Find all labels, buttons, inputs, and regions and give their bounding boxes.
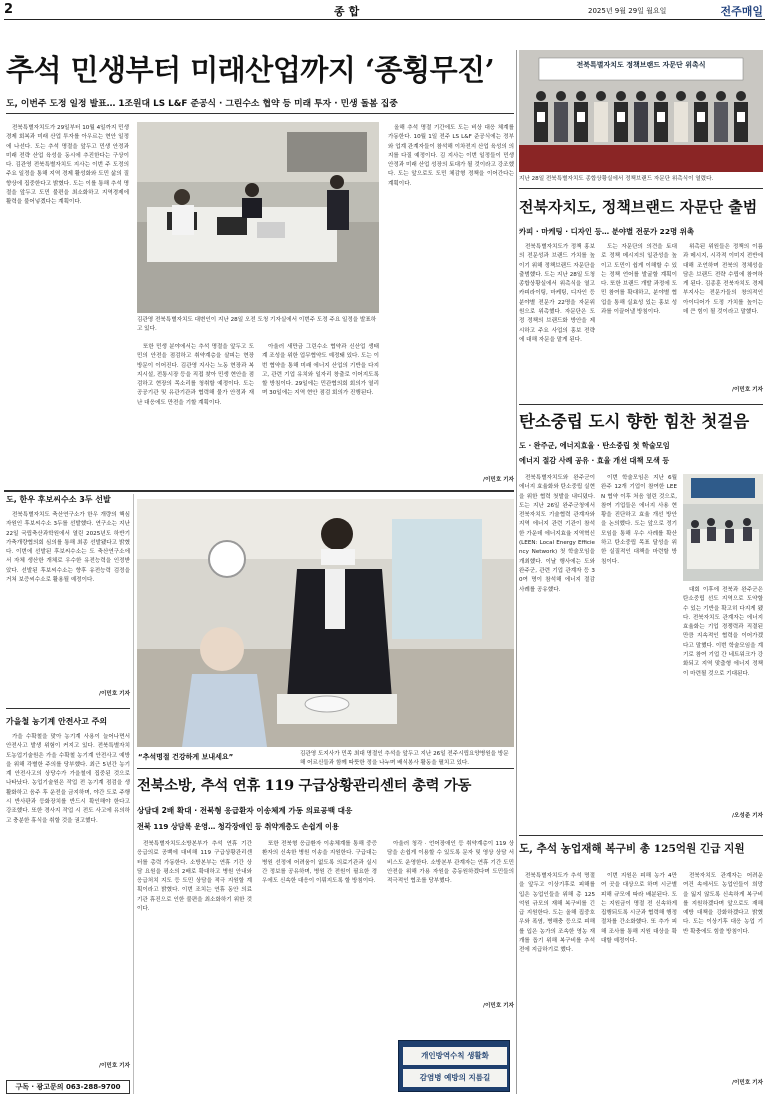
- brand-ceremony-photo: [519, 50, 763, 172]
- ad-line-1: 개인방역수칙 생활화: [403, 1047, 507, 1065]
- agri-paragraph-3: 전북자치도 관계자는 어려운 여건 속에서도 농업인들이 희망을 잃지 않도록 신속하게 복구비를 지원하겠다며 앞으로도 재해 예방 대책을 강화하겠다고 밝혔다. 도는 이상기후 대응 농업 기반 확충에도 힘쓸 방침이다.: [683, 873, 763, 935]
- carbon-paragraph-3: 대회 이후에 전북과 완주군은 탄소중립 선도 지역으로 도약할 수 있는 기반을 확고히 다지게 됐다. 전북자치도 관계자는 에너지 효율화는 기업 경쟁력과 직결된 만큼 지속적인 협력을 이어가겠다고 말했다. 이번 학술모임을 계기로 참여 기업 간 네트워크가 강화되고 지역 맞춤형 에너지 정책이 마련될 것으로 기대된다.: [683, 587, 763, 677]
- ad-line-2: 감염병 예방의 지름길: [403, 1069, 507, 1087]
- lead-paragraph-1: 전북특별자치도가 29일부터 10월 4일까지 민생경제 회복과 미래 산업 투자를 아우르는 현안 일정에 나선다. 도는 추석 명절을 앞두고 민생 안정과 미래 전략 산업 육성을 동시에 추진한다는 구상이다. 김관영 전북특별자치도 지사는 이번 주 도정의 주요 일정을 통해 지역 경제 활성화와 도민 삶의 질 향상에 집중한다고 밝혔다. 도는 이를 통해 추석 명절을 앞두고 도민 불편을 최소화하고 지역경제에 활력을 불어넣겠다는 계획이다.: [6, 125, 129, 206]
- lead-column-2: [137, 343, 254, 484]
- divider: [519, 835, 763, 836]
- brand-paragraph-3: 위촉된 위원들은 정책의 이름과 메시지, 시각적 이미지 전반에 대해 조언하며 전북의 정체성을 담은 브랜드 전략 수립에 참여하게 된다. 김종훈 전북자치도 경제부지사는 전문가들의 창의적인 아이디어가 도정 가치를 높이는 데 큰 힘이 될 것이라고 말했다.: [683, 244, 763, 316]
- agri-column-2: [601, 872, 677, 1088]
- agri-byline: /이민호 기자: [731, 1080, 763, 1086]
- side-column-2: [6, 733, 130, 1061]
- lead-paragraph-3: 아울러 새만금 그린수소 협약과 신산업 생태계 조성을 위한 업무협약도 예정돼 있다. 도는 이번 협약을 통해 미래 에너지 산업의 기반을 다지고, 관련 기업 유치와 일자리 창출로 이어지도록 할 방침이다. 29일에는 민관협의회 회의가 열리며 30일에는 지역 현안 점검 회의가 진행된다.: [262, 344, 379, 397]
- paper-name: 전주매일: [720, 5, 763, 18]
- subscription-box: 구독 · 광고문의 063-288-9700: [6, 1080, 130, 1094]
- column-rule: [133, 494, 134, 1094]
- fire-headline: 전북소방, 추석 연휴 119 구급상황관리센터 총력 가동: [137, 777, 472, 794]
- briefing-photo-illustration: [137, 122, 379, 313]
- carbon-subhead-1: 도 · 완주군, 에너지효율 · 탄소중립 첫 학술모임: [519, 441, 670, 450]
- side-column-1: [6, 511, 130, 689]
- lead-column-4: [388, 124, 514, 474]
- briefing-photo-caption: 김관영 전북특별자치도 대변인이 지난 28일 오전 도청 기자실에서 이번주 도정 주요 일정을 발표하고 있다.: [137, 317, 377, 332]
- side-paragraph-2: 가을 수확철을 맞아 농기계 사용이 늘어나면서 안전사고 발생 위험이 커지고 있다. 전북특별자치도농업기술원은 가을 수확철 농기계 안전사고 예방을 위해 각별한 주의를 당부했다. 최근 5년간 농기계 안전사고의 상당수가 가을철에 집중된 것으로 나타났다. 농업기술원은 작업 전 농기계 점검을 생활화하고 음주 후 운전을 금지하며, 야간 도로 주행 시 반사판과 등화장치를 반드시 확인해야 한다고 강조했다. 또한 경사지 작업 시 전도 사고에 유의하고 충분한 휴식을 취할 것을 권고했다.: [6, 734, 130, 824]
- side-title-2: 가을철 농기계 안전사고 주의: [6, 717, 108, 726]
- column-rule: [516, 50, 517, 1094]
- volunteer-photo-caption: 김관영 도지사가 민족 최대 명절인 추석을 앞두고 지난 26일 전주시립요양병원을 방문해 어르신들과 함께 따뜻한 정을 나누며 배식봉사 활동을 펼치고 있다.: [300, 751, 509, 766]
- brand-photo-caption: 지난 28일 전북특별자치도 종합상황실에서 정책브랜드 자문단 위촉식이 열렸다.: [519, 176, 714, 182]
- brand-byline: /이민호 기자: [731, 387, 763, 393]
- carbon-headline: 탄소중립 도시 향한 힘찬 첫걸음: [519, 412, 750, 431]
- divider: [4, 490, 514, 492]
- lead-paragraph-4: 올해 추석 명절 기간에도 도는 비상 대응 체계를 가동한다. 10월 1일 전주 LS L&F 준공식에는 정부와 업계 관계자들이 참석해 이차전지 산업 육성의 의지를 다질 예정이다. 김 지사는 이번 일정들이 민생 안정과 미래 산업 성장의 토대가 될 것이라고 강조했다. 도는 앞으로도 도민 체감형 정책을 이어간다는 계획이다.: [388, 125, 514, 187]
- carbon-column-2: [601, 474, 677, 820]
- fire-paragraph-1: 전북특별자치도소방본부가 추석 연휴 기간 응급의료 공백에 대비해 119 구급상황관리센터를 총력 가동한다. 소방본부는 연휴 기간 상담 요원을 평소의 2배로 확대하고 병원 안내와 응급처치 지도 등 도민 상담을 적극 지원할 계획이라고 밝혔다. 이번 조치는 연휴 동안 의료기관 휴진으로 인한 불편을 최소화하기 위한 것이다.: [137, 841, 252, 913]
- brand-paragraph-2: 도는 자문단의 의견을 토대로 정책 메시지의 일관성을 높이고 도민이 쉽게 이해할 수 있는 정책 언어를 발굴할 계획이다. 또한 브랜드 개발 과정에 도민 참여를 확대하고, 분야별 협업을 통해 실효성 있는 홍보 성과를 이끌어낼 방침이다.: [601, 244, 677, 316]
- carbon-paragraph-2: 이번 학술모임은 지난 6월 완주 12개 기업이 참여한 LEEN 협약 이후 처음 열린 것으로, 참여 기업들은 에너지 사용 현황을 진단하고 효율 개선 방안을 논의했다. 도는 앞으로 정기 모임을 통해 우수 사례를 확산하고 탄소중립 목표 달성을 위한 실질적인 대책을 마련할 방침이다.: [601, 475, 677, 565]
- briefing-photo: [137, 122, 379, 313]
- page-number: 2: [4, 2, 14, 17]
- agri-headline: 도, 추석 농업재해 복구비 총 125억원 긴급 지원: [519, 843, 745, 855]
- carbon-subhead-2: 에너지 절감 사례 공유 · 효율 개선 대책 모색 등: [519, 456, 670, 465]
- agri-column-3: [683, 872, 763, 1076]
- agri-paragraph-1: 전북특별자치도가 추석 명절을 앞두고 이상기후로 피해를 입은 농업인들을 위해 총 125억원 규모의 재해 복구비를 긴급 지원한다. 도는 올해 집중호우와 폭염, 병해충 등으로 피해를 입은 농가의 조속한 영농 재개를 돕기 위해 복구비를 추석 전에 지급하기로 했다.: [519, 873, 595, 954]
- carbon-paragraph-1: 전북특별자치도와 완주군이 에너지 효율화와 탄소중립 실현을 위한 협력 첫발을 내디뎠다. 도는 지난 26일 완주군청에서 전북자치도 기술협력 관계자와 지역 에너지 관련 기관이 참석한 가운데 에너지효율 지역혁신(LEEN: Local Energy Efficiency Network) 첫 학술모임을 개최했다. 이날 행사에는 도와 완주군, 관련 기업 관계자 등 30여 명이 참석해 에너지 절감 사례를 공유했다.: [519, 475, 595, 593]
- lead-headline: 추석 민생부터 미래산업까지 ‘종횡무진’: [6, 53, 495, 87]
- carbon-meeting-illustration: [683, 474, 763, 581]
- side-byline-1: /이민호 기자: [98, 691, 130, 697]
- fire-paragraph-3: 아울러 청각 · 언어장애인 등 취약계층이 119 상담을 손쉽게 이용할 수 있도록 문자 및 영상 상담 서비스도 운영한다. 소방본부 관계자는 연휴 기간 도민 안전을 위해 가용 자원을 총동원하겠다며 도민들의 적극적인 협조를 당부했다.: [387, 841, 514, 885]
- brand-column-1: [519, 243, 595, 395]
- fire-subhead-1: 상담대 2배 확대 · 전북형 응급환자 이송체계 가동 의료공백 대응: [137, 806, 353, 815]
- fire-column-2: [262, 840, 377, 1088]
- fire-subhead-2: 전북 119 상담록 운영… 청각장애인 등 취약계층도 손쉽게 이용: [137, 822, 339, 831]
- brand-headline: 전북자치도, 정책브랜드 자문단 출범: [519, 198, 758, 216]
- side-title-1: 도, 한우 후보씨수소 3두 선발: [6, 495, 111, 504]
- divider: [137, 768, 514, 769]
- carbon-meeting-photo: [683, 474, 763, 581]
- public-service-ad: [398, 1040, 510, 1092]
- agri-paragraph-2: 이번 지원은 피해 농가 4만여 곳을 대상으로 하며 시군별 피해 규모에 따라 배분된다. 도는 지원금이 명절 전 신속하게 집행되도록 시군과 협력해 행정 절차를 간소화했다. 또 추가 피해 조사를 통해 지원 대상을 확대할 예정이다.: [601, 873, 677, 945]
- brand-column-3: [683, 243, 763, 383]
- side-byline-2: /이민호 기자: [98, 1063, 130, 1069]
- carbon-byline: /오성준 기자: [731, 813, 763, 819]
- carbon-column-1: [519, 474, 595, 820]
- fire-column-1: [137, 840, 252, 1088]
- issue-date: 2025년 9월 29일 월요일: [588, 7, 667, 15]
- volunteer-photo: [137, 499, 514, 747]
- masthead: [4, 2, 765, 20]
- volunteer-photo-illustration: [137, 499, 514, 747]
- fire-column-3: [387, 840, 514, 1000]
- brand-column-2: [601, 243, 677, 395]
- fire-paragraph-2: 또한 전북형 응급환자 이송체계를 통해 중증 환자의 신속한 병원 이송을 지원한다. 구급대는 병원 선정에 어려움이 없도록 의료기관과 실시간 정보를 공유하며, 병원 간 전원이 필요한 경우에도 신속한 대응이 이뤄지도록 할 방침이다.: [262, 841, 377, 885]
- divider: [6, 113, 514, 114]
- lead-column-3: [262, 343, 379, 484]
- divider: [519, 404, 763, 405]
- agri-column-1: [519, 872, 595, 1088]
- side-paragraph-1: 전북특별자치도 축산연구소가 한우 개량의 핵심자원인 후보씨수소 3두를 선발했다. 연구소는 지난 22일 국립축산과학원에서 열린 2025년도 하반기 가축개량협의회 심의를 통해 최종 선발됐다고 밝혔다. 이번에 선발된 후보씨수소는 도 축산연구소에서 자체 생산한 개체로 우수한 유전능력을 인정받았다. 선발된 후보씨수소는 향후 유전능력 검정을 거쳐 보증씨수소로 활용될 예정이다.: [6, 512, 130, 584]
- divider: [6, 708, 130, 709]
- carbon-column-3: [683, 586, 763, 810]
- section-name: 종합: [334, 5, 364, 18]
- lead-subhead: 도, 이번주 도정 일정 발표… 1조원대 LS L&F 준공식 · 그린수소 협약 등 미래 투자 · 민생 돌봄 집중: [6, 99, 398, 109]
- brand-subhead: 카피 · 마케팅 · 디자인 등… 분야별 전문가 22명 위촉: [519, 227, 694, 236]
- volunteer-photo-tag: “추석명절 건강하게 보내세요”: [138, 753, 234, 761]
- brand-paragraph-1: 전북특별자치도가 정책 홍보의 전문성과 브랜드 가치를 높이기 위해 정책브랜드 자문단을 출범했다. 도는 지난 28일 도청 종합상황실에서 위촉식을 열고 카피라이팅, 마케팅, 디자인 등 분야별 전문가 22명을 자문위원으로 위촉했다. 자문단은 도정 정책의 브랜드화 방안을 제시하고 주요 사업의 홍보 전략에 대해 자문을 맡게 된다.: [519, 244, 595, 343]
- lead-column-1: [6, 124, 129, 484]
- ceremony-banner: 전북특별자치도 정책브랜드 자문단 위촉식: [576, 61, 706, 69]
- lead-byline: /이민호 기자: [482, 477, 514, 483]
- divider: [519, 188, 763, 189]
- lead-paragraph-2: 또한 민생 분야에서는 추석 명절을 앞두고 도민의 안전을 점검하고 취약계층을 살피는 현장 방문이 이어진다. 김관영 지사는 노동 현장과 복지시설, 전통시장 등을 직접 찾아 민생 현안을 점검하고 현장의 목소리를 청취할 예정이다. 도는 공공기관 및 유관기관과 협력해 물가 안정과 재난 대응에도 만전을 기할 계획이다.: [137, 344, 254, 406]
- fire-byline: /이민호 기자: [482, 1003, 514, 1009]
